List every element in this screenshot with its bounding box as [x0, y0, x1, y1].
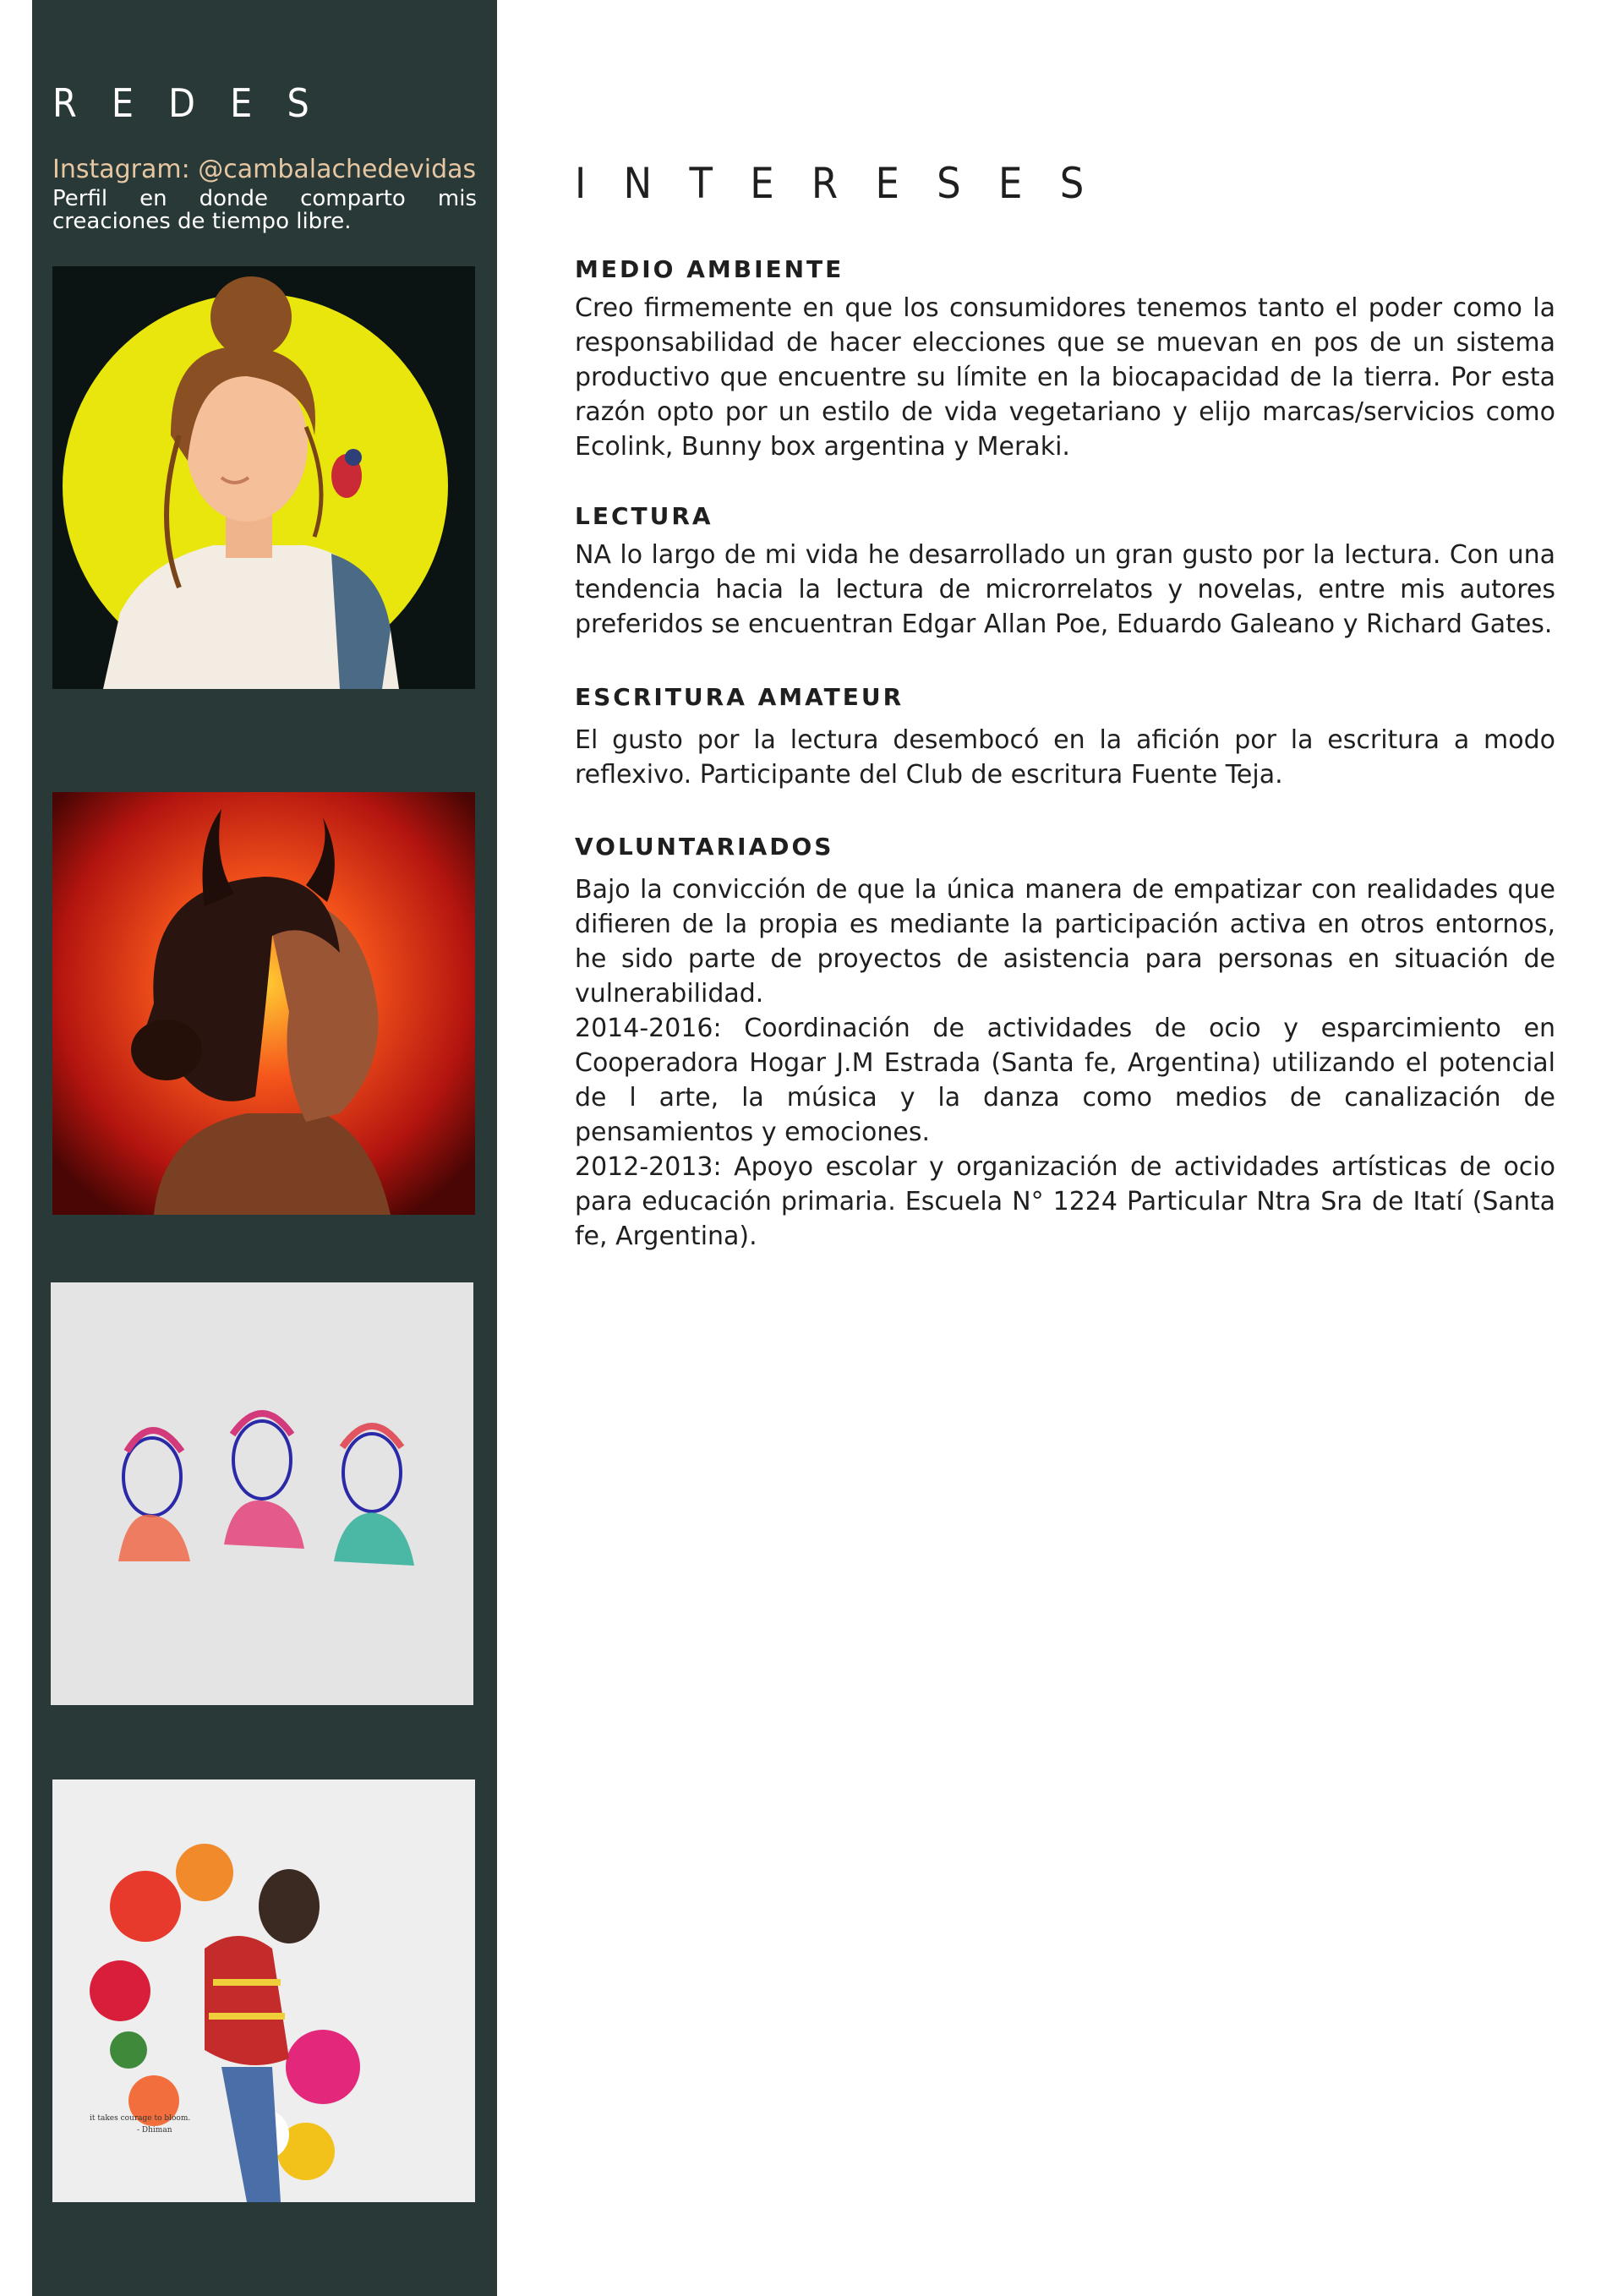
section-heading-medio-ambiente: MEDIO AMBIENTE [575, 255, 844, 283]
section-paragraph: Creo firmemente en que los consumidores tenemos tanto el poder como la responsabilidad de hacer elecciones que se muevan en pos de un sistema productivo que encuentre su límite en la biocapacidad de la tierra. Por esta razón opto por un estilo de vida vegetariano y elijo marcas/servicios como Ecolink, Bunny box argentina y Meraki. [575, 293, 1555, 462]
page-title: I N T E R E S E S [575, 159, 1097, 208]
section-heading-voluntariados: VOLUNTARIADOS [575, 833, 834, 861]
section-paragraph: NA lo largo de mi vida he desarrollado un gran gusto por la lectura. Con una tendencia hacia la lectura de microrrelatos y novelas, entre mis autores preferidos se encuentran Edgar Allan Poe, Eduardo Galeano y Richard Gates. [575, 540, 1555, 639]
section-heading-escritura: ESCRITURA AMATEUR [575, 683, 904, 711]
section-heading-lectura: LECTURA [575, 502, 713, 530]
section-paragraph: 2012-2013: Apoyo escolar y organización de actividades artísticas de ocio para educación primaria. Escuela N° 1224 Particular Ntra Sra de Itatí (Santa fe, Argentina). [575, 1152, 1555, 1251]
section-body-escritura [575, 723, 1555, 792]
bloom-quote: it takes courage to bloom. [90, 2114, 191, 2123]
instagram-handle[interactable]: Instagram: @cambalachedevidas [52, 155, 477, 184]
section-paragraph: 2014-2016: Coordinación de actividades de ocio y esparcimiento en Cooperadora Hogar J.M Estrada (Santa fe, Argentina) utilizando el potencial de l arte, la música y la danza como medios de canalización de pensamientos y emociones. [575, 1014, 1555, 1147]
artwork-horned-woman [52, 792, 475, 1215]
instagram-description: Perfil en donde comparto mis creaciones de tiempo libre. [52, 186, 477, 234]
bloom-quote-author: - Dhiman [137, 2126, 172, 2135]
artwork-girl-with-bird [52, 266, 475, 689]
sidebar-title: R E D E S [52, 80, 321, 126]
section-body-voluntariados [575, 872, 1555, 1254]
section-paragraph: El gusto por la lectura desembocó en la afición por la escritura a modo reflexivo. Participante del Club de escritura Fuente Teja. [575, 725, 1555, 790]
section-body-medio-ambiente [575, 291, 1555, 464]
section-paragraph: Bajo la convicción de que la única manera de empatizar con realidades que difieren de la propia es mediante la participación activa en otros entornos, he sido parte de proyectos de asistencia para personas en situación de vulnerabilidad. [575, 875, 1555, 1009]
artwork-three-faces [51, 1282, 473, 1705]
artwork-flower-collage [52, 1779, 475, 2202]
section-body-lectura [575, 538, 1555, 642]
